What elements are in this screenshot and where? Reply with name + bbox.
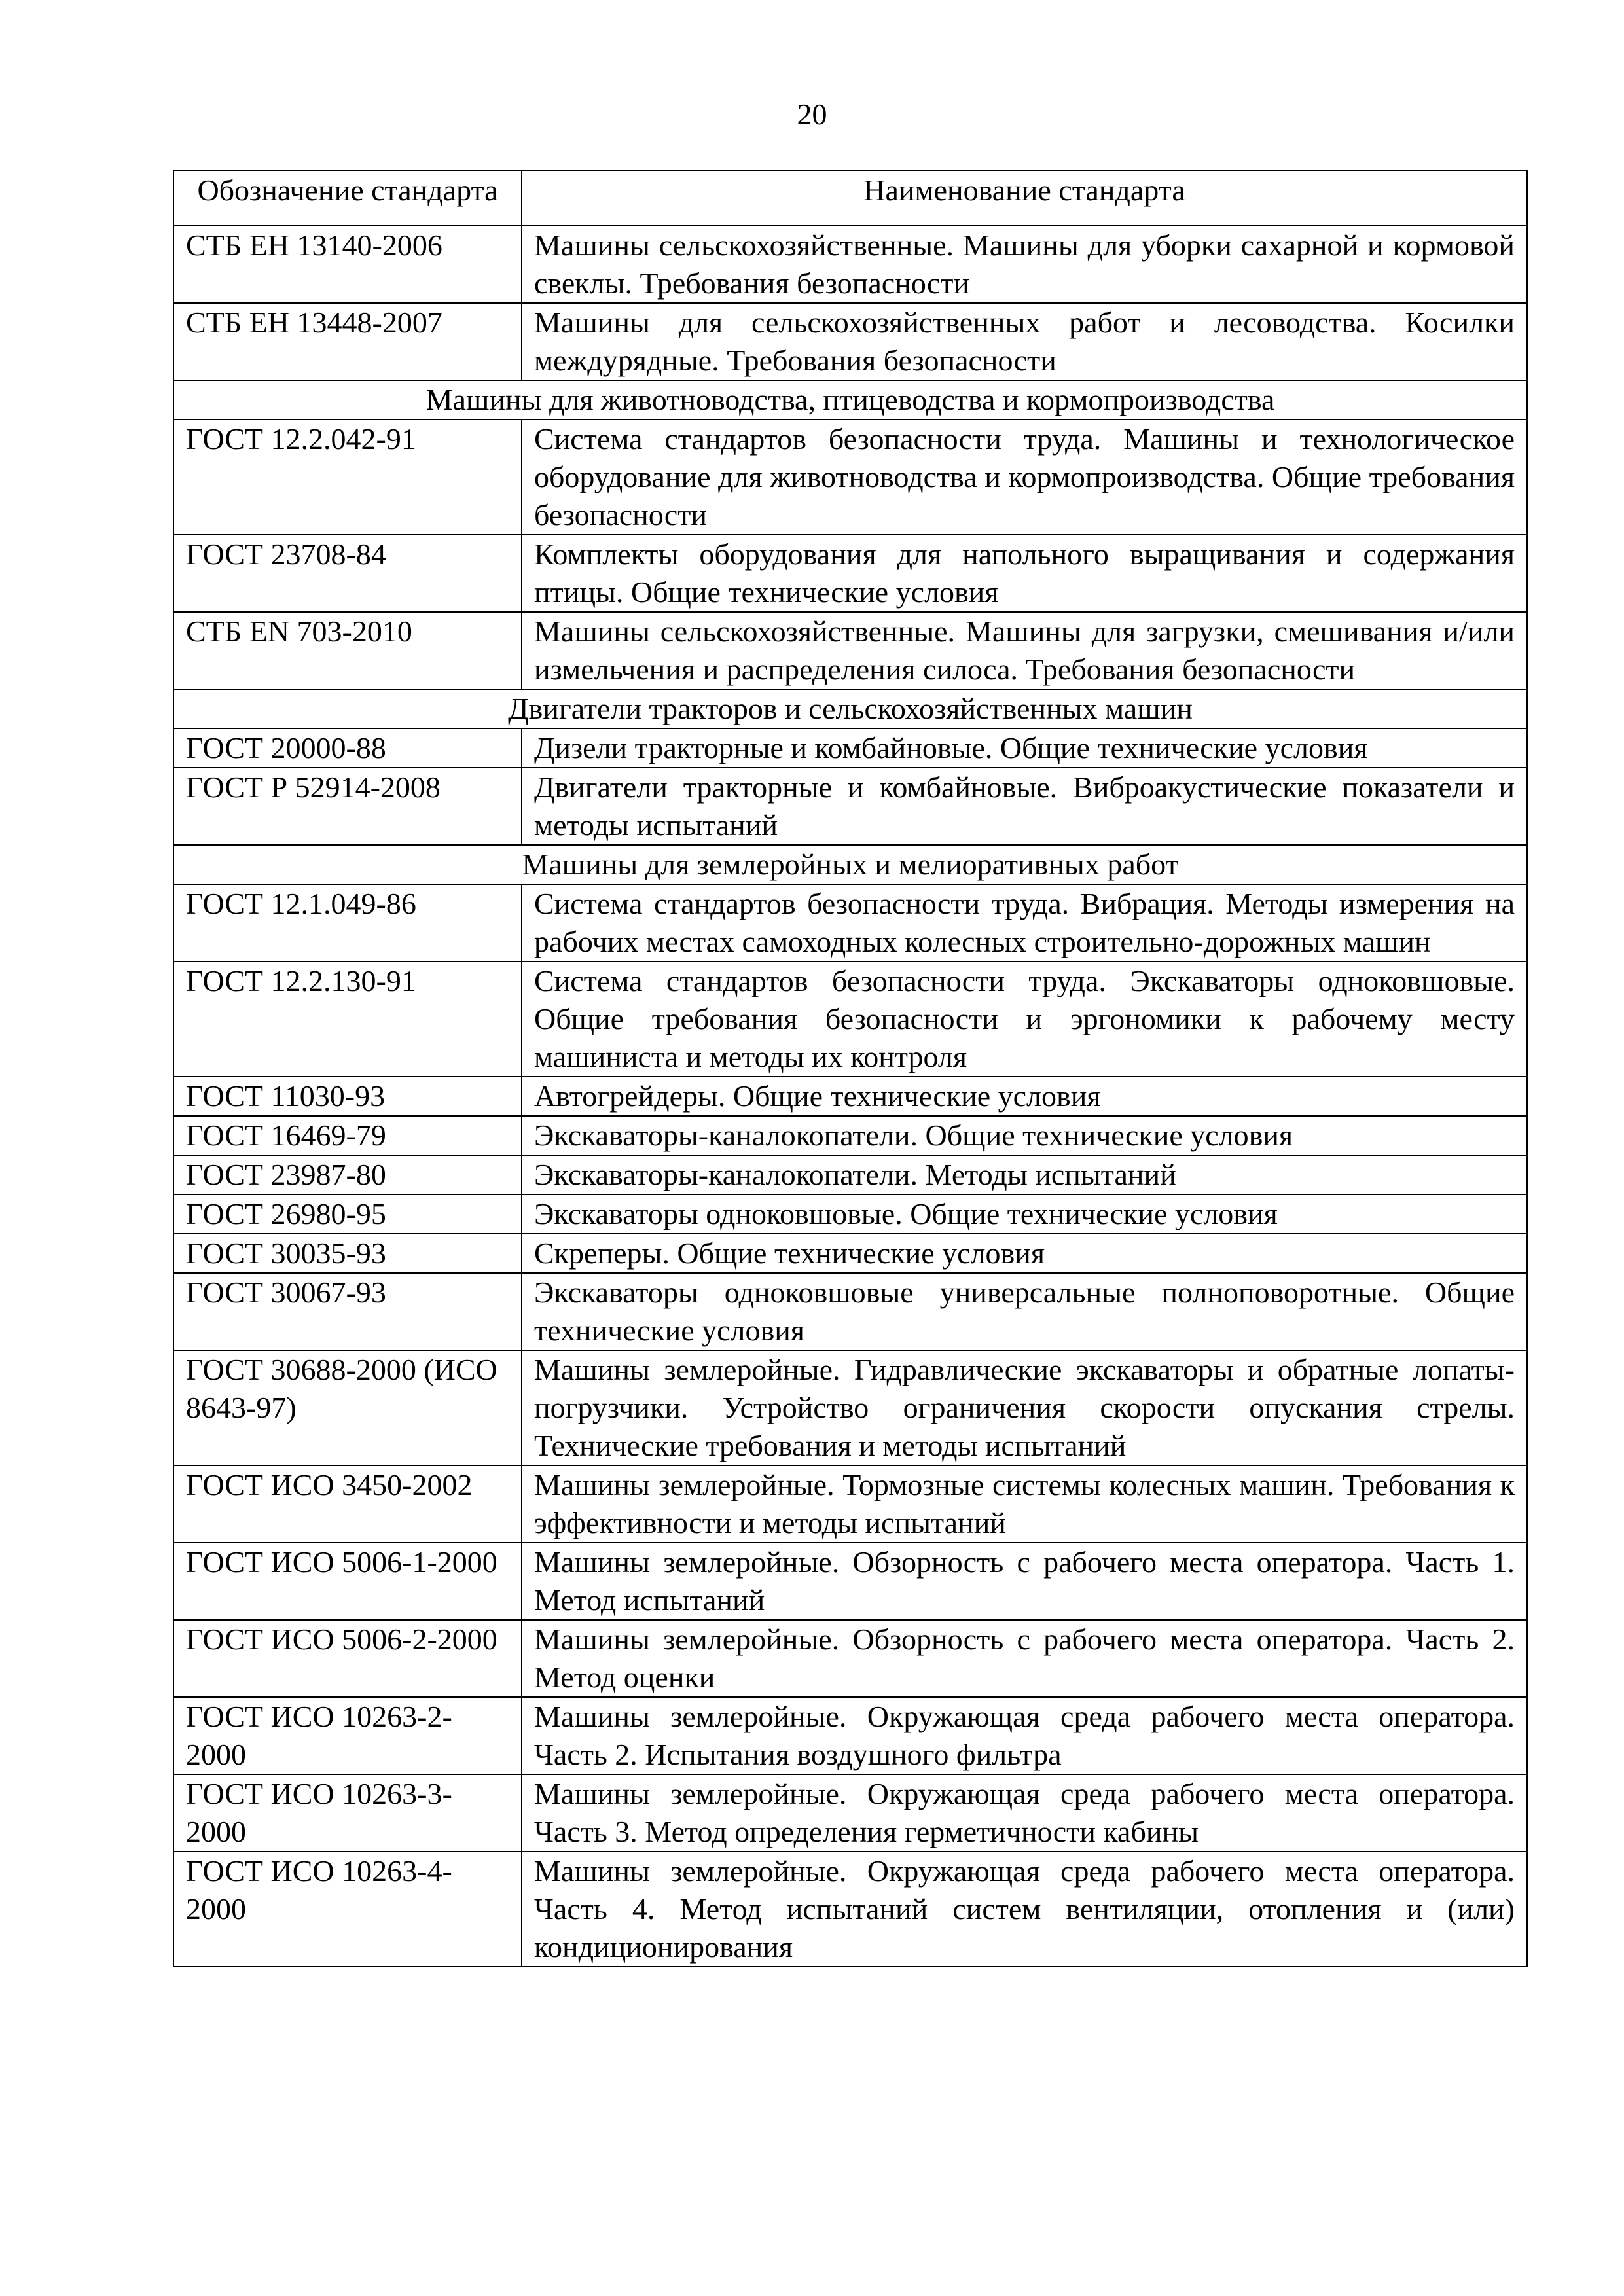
- standard-name: Машины сельскохозяйственные. Машины для уборки сахарной и кормовой свеклы. Требования безопасности: [522, 226, 1527, 303]
- header-designation: Обозначение стандарта: [173, 171, 522, 226]
- table-row: [173, 1155, 1527, 1194]
- standard-code: ГОСТ 23987-80: [173, 1155, 522, 1194]
- section-title: Машины для землеройных и мелиоративных работ: [173, 845, 1527, 884]
- table-row: [173, 1852, 1527, 1967]
- standard-code: ГОСТ 23708-84: [173, 535, 522, 612]
- standard-name: Экскаваторы одноковшовые. Общие технические условия: [522, 1194, 1527, 1234]
- standard-code: ГОСТ ИСО 3450-2002: [173, 1465, 522, 1543]
- table-body: [173, 226, 1527, 1967]
- standard-code: ГОСТ 30067-93: [173, 1273, 522, 1350]
- standard-name: Машины землеройные. Обзорность с рабочего места оператора. Часть 1. Метод испытаний: [522, 1543, 1527, 1620]
- table-row: [173, 961, 1527, 1077]
- standard-code: ГОСТ 26980-95: [173, 1194, 522, 1234]
- standard-name: Экскаваторы-каналокопатели. Методы испытаний: [522, 1155, 1527, 1194]
- table-row: [173, 1543, 1527, 1620]
- table-row: [173, 1194, 1527, 1234]
- table-row: [173, 768, 1527, 845]
- standard-code: СТБ ЕН 13140-2006: [173, 226, 522, 303]
- standard-name: Скреперы. Общие технические условия: [522, 1234, 1527, 1273]
- standard-name: Система стандартов безопасности труда. Вибрация. Методы измерения на рабочих местах самоходных колесных строительно-дорожных машин: [522, 884, 1527, 961]
- table-row: [173, 303, 1527, 380]
- standard-name: Машины землеройные. Тормозные системы колесных машин. Требования к эффективности и методы испытаний: [522, 1465, 1527, 1543]
- standard-name: Машины сельскохозяйственные. Машины для загрузки, смешивания и/или измельчения и распределения силоса. Требования безопасности: [522, 612, 1527, 689]
- standard-name: Автогрейдеры. Общие технические условия: [522, 1077, 1527, 1116]
- table-row: [173, 728, 1527, 768]
- table-row: [173, 420, 1527, 535]
- standard-name: Машины для сельскохозяйственных работ и лесоводства. Косилки междурядные. Требования безопасности: [522, 303, 1527, 380]
- section-row: [173, 845, 1527, 884]
- standard-code: ГОСТ 30035-93: [173, 1234, 522, 1273]
- table-row: [173, 1116, 1527, 1155]
- table-row: [173, 1350, 1527, 1465]
- table-row: [173, 1077, 1527, 1116]
- table-row: [173, 226, 1527, 303]
- standard-code: ГОСТ ИСО 10263-2-2000: [173, 1697, 522, 1774]
- standard-code: ГОСТ 11030-93: [173, 1077, 522, 1116]
- table-row: [173, 1273, 1527, 1350]
- table-row: [173, 1234, 1527, 1273]
- standard-name: Система стандартов безопасности труда. Машины и технологическое оборудование для животноводства и кормопроизводства. Общие требования безопасности: [522, 420, 1527, 535]
- standard-code: ГОСТ ИСО 10263-4-2000: [173, 1852, 522, 1967]
- standard-name: Экскаваторы одноковшовые универсальные полноповоротные. Общие технические условия: [522, 1273, 1527, 1350]
- table-row: [173, 1620, 1527, 1697]
- standard-name: Дизели тракторные и комбайновые. Общие технические условия: [522, 728, 1527, 768]
- standard-name: Машины землеройные. Обзорность с рабочего места оператора. Часть 2. Метод оценки: [522, 1620, 1527, 1697]
- standard-name: Машины землеройные. Окружающая среда рабочего места оператора. Часть 2. Испытания воздушного фильтра: [522, 1697, 1527, 1774]
- standard-code: СТБ EN 703-2010: [173, 612, 522, 689]
- standard-code: ГОСТ Р 52914-2008: [173, 768, 522, 845]
- table-row: [173, 1774, 1527, 1852]
- page-number: 20: [797, 98, 827, 131]
- standard-name: Система стандартов безопасности труда. Экскаваторы одноковшовые. Общие требования безопасности и эргономики к рабочему месту машиниста и методы их контроля: [522, 961, 1527, 1077]
- standard-name: Двигатели тракторные и комбайновые. Виброакустические показатели и методы испытаний: [522, 768, 1527, 845]
- standard-code: ГОСТ 30688-2000 (ИСО 8643-97): [173, 1350, 522, 1465]
- section-row: [173, 689, 1527, 728]
- table-header-row: [173, 171, 1527, 226]
- standard-code: ГОСТ 12.2.042-91: [173, 420, 522, 535]
- standard-code: ГОСТ ИСО 5006-1-2000: [173, 1543, 522, 1620]
- section-title: Машины для животноводства, птицеводства и кормопроизводства: [173, 380, 1527, 420]
- standard-code: ГОСТ 12.1.049-86: [173, 884, 522, 961]
- standard-name: Экскаваторы-каналокопатели. Общие технические условия: [522, 1116, 1527, 1155]
- table-row: [173, 884, 1527, 961]
- standard-code: ГОСТ ИСО 5006-2-2000: [173, 1620, 522, 1697]
- table-row: [173, 612, 1527, 689]
- standard-code: ГОСТ ИСО 10263-3-2000: [173, 1774, 522, 1852]
- table-row: [173, 1465, 1527, 1543]
- standard-code: ГОСТ 16469-79: [173, 1116, 522, 1155]
- standard-code: ГОСТ 12.2.130-91: [173, 961, 522, 1077]
- standard-code: СТБ ЕН 13448-2007: [173, 303, 522, 380]
- standards-table: [173, 170, 1528, 1967]
- standard-name: Машины землеройные. Гидравлические экскаваторы и обратные лопаты-погрузчики. Устройство ограничения скорости опускания стрелы. Технические требования и методы испытаний: [522, 1350, 1527, 1465]
- table-row: [173, 535, 1527, 612]
- standard-name: Комплекты оборудования для напольного выращивания и содержания птицы. Общие технические условия: [522, 535, 1527, 612]
- section-row: [173, 380, 1527, 420]
- standard-name: Машины землеройные. Окружающая среда рабочего места оператора. Часть 4. Метод испытаний систем вентиляции, отопления и (или) кондиционирования: [522, 1852, 1527, 1967]
- section-title: Двигатели тракторов и сельскохозяйственных машин: [173, 689, 1527, 728]
- standard-name: Машины землеройные. Окружающая среда рабочего места оператора. Часть 3. Метод определения герметичности кабины: [522, 1774, 1527, 1852]
- header-name: Наименование стандарта: [522, 171, 1527, 226]
- table-row: [173, 1697, 1527, 1774]
- standard-code: ГОСТ 20000-88: [173, 728, 522, 768]
